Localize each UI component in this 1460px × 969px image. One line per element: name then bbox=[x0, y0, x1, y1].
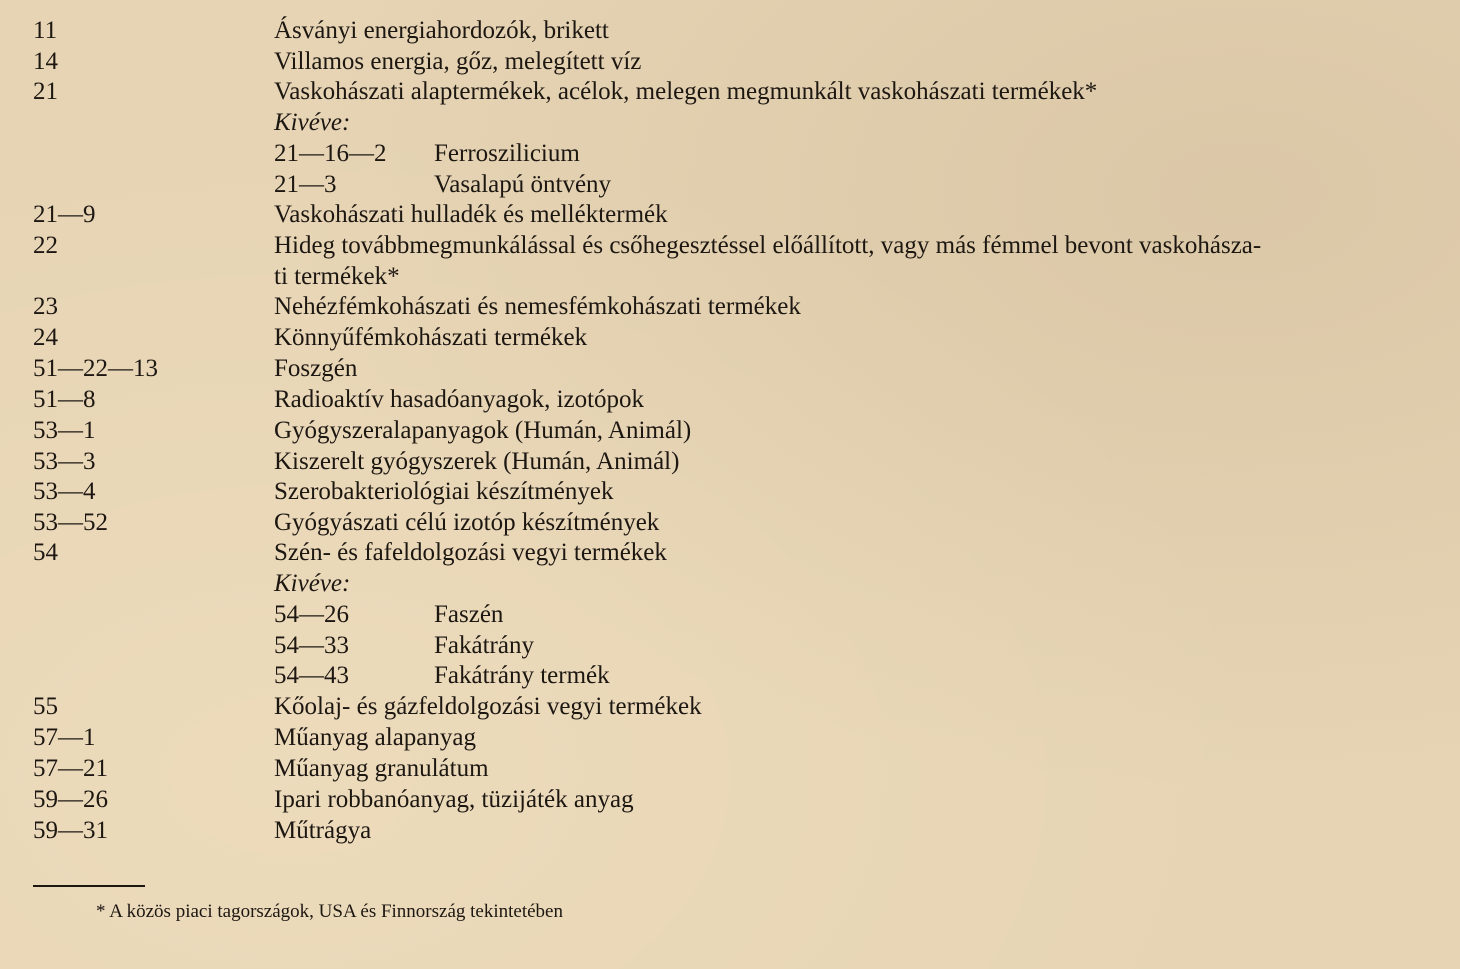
row-description: Gyógyászati célú izotóp készítmények bbox=[274, 509, 660, 536]
excepted-code: 21—3 bbox=[274, 171, 337, 198]
row-description: Radioaktív hasadóanyagok, izotópok bbox=[274, 386, 645, 413]
list-row bbox=[0, 262, 1460, 292]
excepted-description: Fakátrány bbox=[434, 632, 534, 659]
list-row bbox=[0, 170, 1460, 200]
list-row bbox=[0, 292, 1460, 322]
excepted-code: 54—43 bbox=[274, 662, 349, 689]
except-label: Kivéve: bbox=[274, 570, 351, 597]
row-description: Műtrágya bbox=[274, 817, 372, 844]
row-code: 57—21 bbox=[33, 755, 108, 782]
excepted-description: Vasalapú öntvény bbox=[434, 171, 612, 198]
row-description: Gyógyszeralapanyagok (Humán, Animál) bbox=[274, 417, 692, 444]
list-row bbox=[0, 47, 1460, 77]
row-code: 21—9 bbox=[33, 201, 96, 228]
row-description: Vaskohászati alaptermékek, acélok, melegen megmunkált vaskohászati termékek* bbox=[274, 78, 1098, 105]
list-row bbox=[0, 416, 1460, 446]
row-description: Műanyag granulátum bbox=[274, 755, 489, 782]
list-row bbox=[0, 754, 1460, 784]
row-code: 57—1 bbox=[33, 724, 96, 751]
list-row bbox=[0, 77, 1460, 107]
row-code: 51—22—13 bbox=[33, 355, 158, 382]
list-row bbox=[0, 231, 1460, 261]
list-row bbox=[0, 600, 1460, 630]
list-row bbox=[0, 477, 1460, 507]
row-code: 11 bbox=[33, 17, 58, 44]
excepted-code: 21—16—2 bbox=[274, 140, 387, 167]
row-description: Nehézfémkohászati és nemesfémkohászati termékek bbox=[274, 293, 801, 320]
footnote: * A közös piaci tagországok, USA és Finnország tekintetében bbox=[96, 901, 563, 922]
list-row bbox=[0, 785, 1460, 815]
row-description: Hideg továbbmegmunkálással és csőhegesztéssel előállított, vagy más fémmel bevont vaskohásza- bbox=[274, 232, 1262, 259]
list-row bbox=[0, 323, 1460, 353]
row-description: Szerobakteriológiai készítmények bbox=[274, 478, 614, 505]
row-code: 22 bbox=[33, 232, 58, 259]
row-code: 55 bbox=[33, 693, 58, 720]
row-code: 24 bbox=[33, 324, 58, 351]
row-code: 53—4 bbox=[33, 478, 96, 505]
row-description: Kiszerelt gyógyszerek (Humán, Animál) bbox=[274, 448, 680, 475]
row-code: 23 bbox=[33, 293, 58, 320]
excepted-code: 54—26 bbox=[274, 601, 349, 628]
row-code: 51—8 bbox=[33, 386, 96, 413]
row-description: Foszgén bbox=[274, 355, 358, 382]
list-row bbox=[0, 16, 1460, 46]
list-row bbox=[0, 692, 1460, 722]
list-row bbox=[0, 200, 1460, 230]
list-row bbox=[0, 538, 1460, 568]
list-row bbox=[0, 385, 1460, 415]
row-description: ti termékek* bbox=[274, 263, 400, 290]
row-code: 53—52 bbox=[33, 509, 108, 536]
row-code: 53—3 bbox=[33, 448, 96, 475]
row-code: 53—1 bbox=[33, 417, 96, 444]
excepted-description: Ferroszilicium bbox=[434, 140, 580, 167]
list-row bbox=[0, 447, 1460, 477]
row-description: Vaskohászati hulladék és melléktermék bbox=[274, 201, 668, 228]
list-row bbox=[0, 631, 1460, 661]
excepted-description: Faszén bbox=[434, 601, 504, 628]
row-code: 59—31 bbox=[33, 817, 108, 844]
list-row bbox=[0, 508, 1460, 538]
footnote-rule bbox=[33, 885, 145, 887]
row-description: Műanyag alapanyag bbox=[274, 724, 477, 751]
row-description: Villamos energia, gőz, melegített víz bbox=[274, 48, 642, 75]
excepted-description: Fakátrány termék bbox=[434, 662, 610, 689]
except-label: Kivéve: bbox=[274, 109, 351, 136]
list-row bbox=[0, 139, 1460, 169]
list-row bbox=[0, 661, 1460, 691]
list-row bbox=[0, 723, 1460, 753]
row-description: Kőolaj- és gázfeldolgozási vegyi termékek bbox=[274, 693, 702, 720]
row-code: 21 bbox=[33, 78, 58, 105]
row-code: 59—26 bbox=[33, 786, 108, 813]
row-description: Ipari robbanóanyag, tüzijáték anyag bbox=[274, 786, 634, 813]
row-code: 54 bbox=[33, 539, 58, 566]
row-description: Szén- és fafeldolgozási vegyi termékek bbox=[274, 539, 667, 566]
excepted-code: 54—33 bbox=[274, 632, 349, 659]
row-description: Ásványi energiahordozók, brikett bbox=[274, 17, 609, 44]
list-row bbox=[0, 569, 1460, 599]
row-code: 14 bbox=[33, 48, 58, 75]
list-row bbox=[0, 354, 1460, 384]
row-description: Könnyűfémkohászati termékek bbox=[274, 324, 588, 351]
list-row bbox=[0, 108, 1460, 138]
list-row bbox=[0, 816, 1460, 846]
